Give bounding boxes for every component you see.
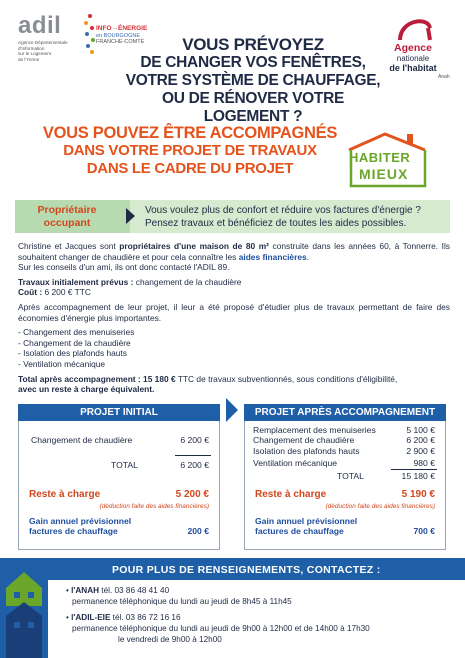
contact-box: • l'ANAH tél. 03 86 48 41 40 permanence téléphonique du lundi au jeudi de 8h45 à 11h45 • l'ADIL-EIE tél. 03 86 72 16 16 permanence téléphonique du lundi au jeudi de 9h00 à 12h00 et de 14h00 à 17h30 le vendredi de 9h00 à 12h00	[48, 580, 465, 658]
sub-headline: VOUS POUVEZ ÊTRE ACCOMPAGNÉS DANS VOTRE PROJET DE TRAVAUX DANS LE CADRE DU PROJET	[42, 124, 338, 177]
adil-logo	[18, 14, 80, 62]
list-item: - Changement de la chaudière	[18, 337, 131, 348]
house-icon	[2, 598, 46, 658]
adil-subtitle: Agence Départementale d'Information sur le Logement de l'Yonne	[18, 40, 68, 62]
initial-project-card: PROJET INITIAL Changement de chaudière 6 200 € TOTAL 6 200 € Reste à charge 5 200 € (déduction faite des aides financières) Gain annuel prévisionnel factures de chauffage 200 €	[18, 404, 220, 550]
after-project-card: PROJET APRÈS ACCOMPAGNEMENT Remplacement des menuiseries 5 100 € Changement de chaudière 6 200 € Isolation des plafonds hauts 2 900 € Ventilation mécanique 980 € TOTAL 15 180 € Reste à charge 5 190 € (déduction faite des aides financières) Gain annuel prévisionnel factures de chauffage 700 €	[244, 404, 446, 550]
contact-title: POUR PLUS DE RENSEIGNEMENTS, CONTACTEZ :	[112, 564, 381, 576]
main-headline: VOUS PRÉVOYEZ DE CHANGER VOS FENÊTRES, VOTRE SYSTÈME DE CHAUFFAGE, OU DE RÉNOVER VOTRE LOGEMENT ?	[125, 35, 381, 125]
list-item: - Isolation des plafonds hauts	[18, 348, 127, 359]
dots-icon	[82, 14, 96, 58]
info-energie-logo: INFO→ÉNERGIE en BOURGOGNE FRANCHE-COMTÉ	[82, 14, 140, 62]
owner-banner: Propriétaire occupant Vous voulez plus de confort et réduire vos factures d'énergie ? Pensez travaux et bénéficiez de toutes les aides possibles.	[15, 200, 450, 233]
list-item: - Ventilation mécanique	[18, 358, 106, 369]
adil-wordmark: adil	[18, 12, 62, 39]
habiter-mieux-logo: HABITER MIEUX	[345, 130, 431, 190]
after-project-title: PROJET APRÈS ACCOMPAGNEMENT	[244, 404, 446, 421]
initial-project-title: PROJET INITIAL	[18, 404, 220, 421]
anah-logo: Agence nationale de l'habitat Anah	[370, 14, 456, 76]
contact-footer	[0, 558, 465, 658]
list-item: - Changement des menuiseries	[18, 327, 135, 338]
works-list	[18, 327, 450, 369]
arrow-right-icon	[126, 208, 135, 224]
case-study-text: Christine et Jacques sont propriétaires d'une maison de 80 m² construite dans les années 60, à Tonnerre. Ils souhaitent changer de chaudière et pour cela connaître les aides financières. Sur les conseils d'un ami, ils ont donc contacté l'ADIL 89. Travaux initialement prévus : changement de la chaudière Coût : 6 200 € TTC Après accompagnement de leur projet, il leur a été proposé d'étudier plus de travaux permettant de faire des économies d'énergie plus importantes. - Changement des menuiseries - Changement de la chaudière - Isolation des plafonds hauts - Ventilation mécanique Total après accompagnement : 15 180 € TTC de travaux subventionnés, sous conditions d'éligibilité, avec un reste à charge équivalent.	[18, 241, 450, 395]
arrow-right-icon	[226, 398, 238, 422]
anah-arch-icon	[398, 14, 432, 42]
